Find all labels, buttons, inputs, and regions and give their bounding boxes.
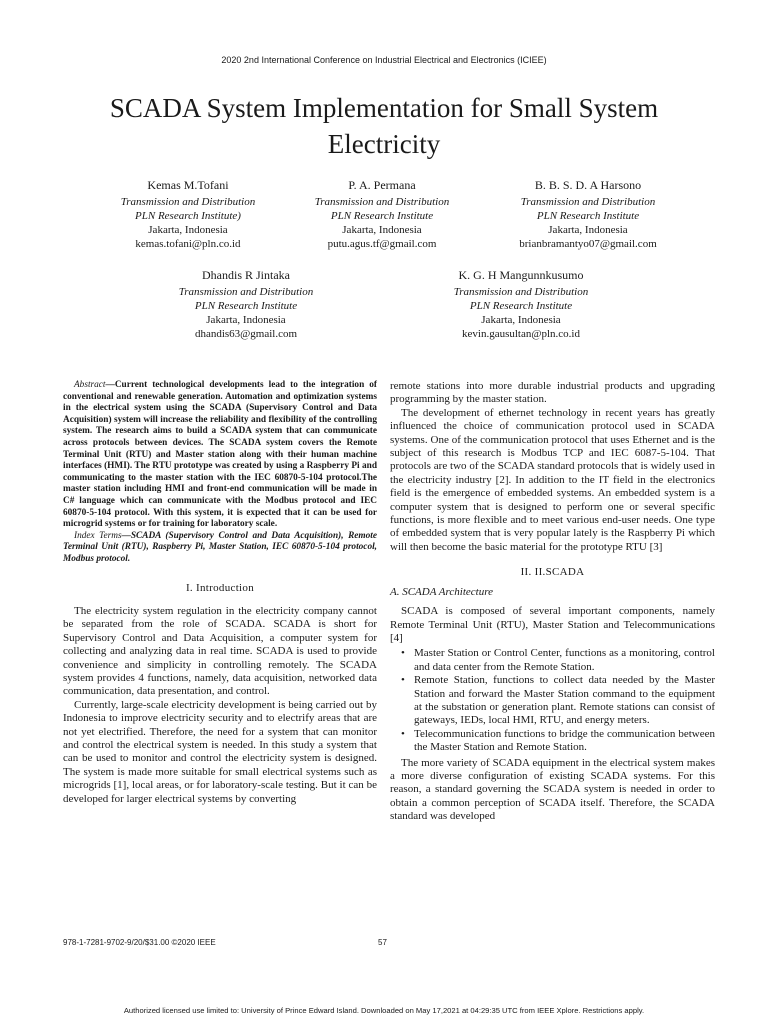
license-notice: Authorized licensed use limited to: University of Prince Edward Island. Downloaded on May 17,2021 at 04:29:35 UTC from IEEE Xplore. Restrictions apply. [123, 1006, 645, 1015]
author-name: P. A. Permana [348, 178, 416, 192]
paper-title [40, 90, 728, 162]
author-city: Jakarta, Indonesia [206, 314, 286, 326]
author-block-3 [488, 178, 688, 251]
author-block-2 [282, 178, 482, 251]
abstract-text: —Current technological developments lead to the integration of conventional and renewable generation. Automation and optimization systems in the electrical system using the SCADA (Supervisory Control and Data Acquisition) system will increase the reliability and flexibility of the controlling system. The research aims to build a SCADA system that can communicate across protocols between devices. The SCADA system covers the Remote Terminal Unit (RTU) and Master station along with their human machine interfaces (HMI). The RTU prototype was created by using a Raspberry Pi and communicating to the master station with the IEC 60870-5-104 protocol.The master station including HMI and front-end communication will be made in C# language which can communicate with the Modbus protocol and IEC 60870-5-104 protocol. With this system, it is expected that it can be used for microgrid systems or for training for laboratory scale. [63, 380, 377, 530]
bullet-icon: • [401, 647, 405, 660]
author-email[interactable]: putu.agus.tf@gmail.com [327, 238, 437, 250]
author-name: K. G. H Mangunnkusumo [458, 268, 584, 282]
author-dept: Transmission and Distribution [314, 196, 450, 208]
author-block-4 [146, 268, 346, 341]
intro-paragraph-2: Currently, large-scale electricity development is being carried out by Indonesia to improve electricity security and to electrify areas that are not yet electrified. Therefore, the need for a system that can monitor and control the electrical system is needed. In this study a system that can be used to monitor and control the electricity system is designed. The system is made more suitable for small electrical systems such as microgrids [1], local areas, or for laboratory-scale testing. But it can be developed for larger electrical systems by converting [63, 698, 377, 805]
bullet-icon: • [401, 727, 405, 740]
author-name: Dhandis R Jintaka [202, 268, 290, 282]
bullet-icon: • [401, 674, 405, 687]
architecture-paragraph: SCADA is composed of several important components, namely Remote Terminal Unit (RTU), Master Station and Telecommunications [4] [390, 605, 715, 644]
left-column [63, 380, 377, 806]
standard-paragraph: The more variety of SCADA equipment in the electrical system makes a more diverse configuration of existing SCADA systems. For this reason, a standard governing the SCADA system is needed in order to obtain a common perception of SCADA itself. Therefore, the SCADA standard was developed [390, 756, 715, 823]
author-org: PLN Research Institute) [135, 210, 241, 222]
list-item [401, 647, 715, 674]
author-block-1 [88, 178, 288, 251]
author-email[interactable]: brianbramantyo07@gmail.com [519, 238, 657, 250]
list-item-text: Remote Station, functions to collect data needed by the Master Station and forward the Master Station command to the equipment at the substation or generation plant. Remote stations can consist of gateways, IEDs, local HMI, RTU, and energy meters. [414, 674, 715, 727]
ethernet-paragraph: The development of ethernet technology in recent years has greatly influenced the choice of communication protocol used in SCADA systems. One of the communication protocol that uses Ethernet and is the subject of this research is Modbus TCP and IEC 6087-5-104. That protocols are two of the SCADA standard protocols that is widely used in the electricity industry [2]. In addition to the IT field in the electronics field is the emergence of embedded systems. An embedded system is a computer system that is designed to perform one or several specific functions, is more flexible and to meet various end-user needs. One type of embedded system that is very popular lately is the Raspberry Pi which will then become the basic material for the prototype RTU [3] [390, 406, 715, 553]
title-line-1: SCADA System Implementation for Small System [109, 93, 659, 123]
list-item [401, 727, 715, 755]
author-email[interactable]: dhandis63@gmail.com [194, 328, 298, 340]
author-email[interactable]: kemas.tofani@pln.co.id [135, 238, 241, 250]
section-heading-scada: II. II.SCADA [520, 566, 585, 579]
author-org: PLN Research Institute [469, 300, 573, 312]
author-org: PLN Research Institute [330, 210, 434, 222]
page-number: 57 [378, 938, 387, 947]
section-heading-introduction: I. Introduction [185, 581, 255, 594]
author-city: Jakarta, Indonesia [481, 314, 561, 326]
author-dept: Transmission and Distribution [120, 196, 256, 208]
intro-paragraph-1: The electricity system regulation in the electricity company cannot be separated from the role of SCADA. SCADA is short for Supervisory Control and Data Acquisition, a computer system for collecting and analyzing data in real time. SCADA is used to provide convenience and simplicity in controlling remotely. The SCADA system provides 4 functions, namely, data acquisition, networked data communication, data presentation, and control. [63, 604, 377, 698]
subsection-heading-architecture: A. SCADA Architecture [390, 585, 493, 598]
component-list [390, 647, 715, 754]
author-name: Kemas M.Tofani [147, 178, 229, 192]
conference-header: 2020 2nd International Conference on Industrial Electrical and Electronics (ICIEE) [221, 55, 547, 65]
author-dept: Transmission and Distribution [520, 196, 656, 208]
author-dept: Transmission and Distribution [178, 286, 314, 298]
author-city: Jakarta, Indonesia [342, 224, 422, 236]
author-org: PLN Research Institute [194, 300, 298, 312]
index-text: —SCADA (Supervisory Control and Data Acquisition), Remote Terminal Unit (RTU), Raspberry Pi, Master Station, IEC 60870-5-104 protocol, Modbus protocol. [63, 530, 377, 564]
list-item-text: Master Station or Control Center, functions as a monitoring, control and data center from the Remote Station. [414, 647, 715, 673]
index-label: Index Terms [74, 530, 122, 541]
author-city: Jakarta, Indonesia [548, 224, 628, 236]
footer-isbn: 978-1-7281-9702-9/20/$31.00 ©2020 IEEE [63, 938, 216, 947]
index-terms [63, 531, 377, 566]
author-block-5 [421, 268, 621, 341]
author-email[interactable]: kevin.gausultan@pln.co.id [462, 328, 580, 340]
author-city: Jakarta, Indonesia [148, 224, 228, 236]
list-item [401, 674, 715, 728]
title-line-2: Electricity [327, 129, 441, 159]
continued-paragraph: remote stations into more durable industrial products and upgrading programming by the master station. [390, 380, 715, 406]
author-org: PLN Research Institute [536, 210, 640, 222]
list-item-text: Telecommunication functions to bridge the communication between the Master Station and Remote Station. [414, 727, 715, 754]
author-dept: Transmission and Distribution [453, 286, 589, 298]
right-column [390, 380, 715, 824]
abstract-label: Abstract [74, 380, 106, 390]
author-name: B. B. S. D. A Harsono [534, 178, 642, 192]
abstract [63, 380, 377, 531]
